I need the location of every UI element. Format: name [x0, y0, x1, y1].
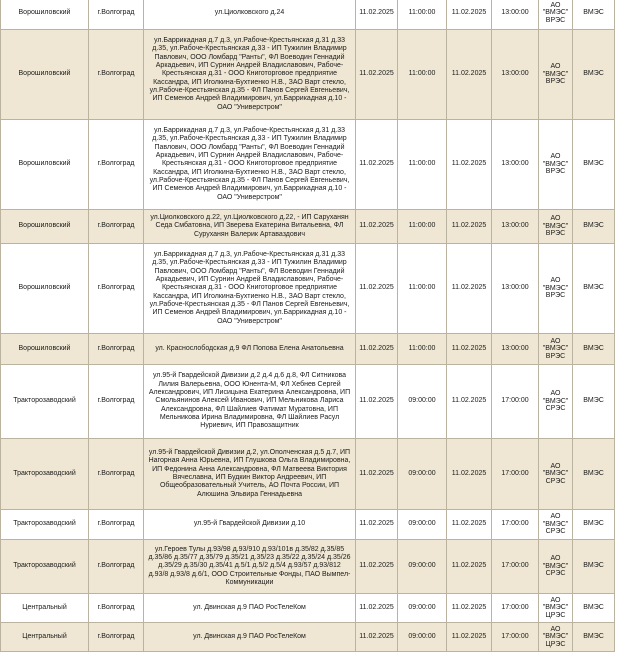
table-row [1, 365, 615, 439]
city-cell: г.Волгоград [89, 210, 144, 244]
table-row [1, 210, 615, 244]
grid-org-cell: АО "ВМЭС" СРЭС [539, 439, 573, 510]
service-cell: ВМЭС [573, 594, 615, 623]
start-date-cell: 11.02.2025 [356, 365, 398, 439]
district-cell: Ворошиловский [1, 244, 89, 334]
city-cell: г.Волгоград [89, 334, 144, 365]
table-row [1, 594, 615, 623]
end-date-cell: 11.02.2025 [447, 30, 492, 120]
city-cell: г.Волгоград [89, 244, 144, 334]
address-cell: ул.Баррикадная д.7 д.3, ул.Рабоче-Крестьянская д.31 д.33 д.35, ул.Рабоче-Крестьянская д.33 - ИП Тужилин Владимир Павлович, ООО Ломбард "Ранты", ФЛ Воеводин Геннадий Аркадьевич, ИП Сурнин Андрей Владиславович, Рабоче-Крестьянская д.31 - ООО Книготорговое предприятие Кассандра, ИП Иголкина-Бухтиенко Н.В., ЗАО Варт стекло, ул.Рабоче-Крестьянская д.35 - ФЛ Панов Сергей Евгеньевич, ИП Семенов Андрей Владимирович, ул.Баррикадная д.10 - ОАО "Универстром" [144, 120, 356, 210]
start-time-cell: 09:00:00 [398, 623, 447, 652]
grid-org-cell: АО "ВМЭС" СРЭС [539, 540, 573, 594]
end-time-cell: 13:00:00 [492, 0, 539, 30]
city-cell: г.Волгоград [89, 594, 144, 623]
address-cell: ул. Краснослободская д.9 ФЛ Попова Елена Анатольевна [144, 334, 356, 365]
district-cell: Тракторозаводский [1, 365, 89, 439]
start-time-cell: 09:00:00 [398, 594, 447, 623]
start-time-cell: 09:00:00 [398, 439, 447, 510]
address-cell: ул.Баррикадная д.7 д.3, ул.Рабоче-Крестьянская д.31 д.33 д.35, ул.Рабоче-Крестьянская д.33 - ИП Тужилин Владимир Павлович, ООО Ломбард "Ранты", ФЛ Воеводин Геннадий Аркадьевич, ИП Сурнин Андрей Владиславович, Рабоче-Крестьянская д.31 - ООО Книготорговое предприятие Кассандра, ИП Иголкина-Бухтиенко Н.В., ЗАО Варт стекло, ул.Рабоче-Крестьянская д.35 - ФЛ Панов Сергей Евгеньевич, ИП Семенов Андрей Владимирович, ул.Баррикадная д.10 - ОАО "Универстром" [144, 244, 356, 334]
service-cell: ВМЭС [573, 0, 615, 30]
city-cell: г.Волгоград [89, 120, 144, 210]
service-cell: ВМЭС [573, 334, 615, 365]
start-date-cell: 11.02.2025 [356, 540, 398, 594]
end-date-cell: 11.02.2025 [447, 594, 492, 623]
table-row [1, 623, 615, 652]
address-cell: ул.95-й Гвардейской Дивизии д.10 [144, 510, 356, 540]
service-cell: ВМЭС [573, 623, 615, 652]
grid-org-cell: АО "ВМЭС" ЦРЭС [539, 594, 573, 623]
end-date-cell: 11.02.2025 [447, 120, 492, 210]
district-cell: Тракторозаводский [1, 540, 89, 594]
service-cell: ВМЭС [573, 120, 615, 210]
grid-org-cell: АО "ВМЭС" СРЭС [539, 365, 573, 439]
start-date-cell: 11.02.2025 [356, 244, 398, 334]
grid-org-cell: АО "ВМЭС" ВРЭС [539, 0, 573, 30]
start-date-cell: 11.02.2025 [356, 120, 398, 210]
table-row [1, 0, 615, 30]
service-cell: ВМЭС [573, 439, 615, 510]
end-date-cell: 11.02.2025 [447, 439, 492, 510]
end-time-cell: 17:00:00 [492, 623, 539, 652]
start-time-cell: 11:00:00 [398, 30, 447, 120]
table-row [1, 334, 615, 365]
start-date-cell: 11.02.2025 [356, 210, 398, 244]
city-cell: г.Волгоград [89, 540, 144, 594]
district-cell: Тракторозаводский [1, 510, 89, 540]
grid-org-cell: АО "ВМЭС" ВРЭС [539, 244, 573, 334]
end-date-cell: 11.02.2025 [447, 365, 492, 439]
grid-org-cell: АО "ВМЭС" ВРЭС [539, 334, 573, 365]
service-cell: ВМЭС [573, 244, 615, 334]
district-cell: Ворошиловский [1, 120, 89, 210]
start-time-cell: 09:00:00 [398, 510, 447, 540]
end-time-cell: 17:00:00 [492, 365, 539, 439]
table-row [1, 510, 615, 540]
start-date-cell: 11.02.2025 [356, 0, 398, 30]
city-cell: г.Волгоград [89, 365, 144, 439]
table-row [1, 244, 615, 334]
end-date-cell: 11.02.2025 [447, 510, 492, 540]
start-date-cell: 11.02.2025 [356, 594, 398, 623]
grid-org-cell: АО "ВМЭС" ВРЭС [539, 210, 573, 244]
district-cell: Центральный [1, 623, 89, 652]
service-cell: ВМЭС [573, 210, 615, 244]
grid-org-cell: АО "ВМЭС" ЦРЭС [539, 623, 573, 652]
start-time-cell: 09:00:00 [398, 540, 447, 594]
end-date-cell: 11.02.2025 [447, 623, 492, 652]
start-time-cell: 11:00:00 [398, 244, 447, 334]
district-cell: Ворошиловский [1, 0, 89, 30]
district-cell: Ворошиловский [1, 30, 89, 120]
district-cell: Ворошиловский [1, 334, 89, 365]
service-cell: ВМЭС [573, 365, 615, 439]
end-time-cell: 13:00:00 [492, 210, 539, 244]
start-time-cell: 11:00:00 [398, 0, 447, 30]
city-cell: г.Волгоград [89, 30, 144, 120]
start-time-cell: 11:00:00 [398, 120, 447, 210]
grid-org-cell: АО "ВМЭС" ВРЭС [539, 120, 573, 210]
address-cell: ул. Двинская д.9 ПАО РосТелеКом [144, 594, 356, 623]
end-date-cell: 11.02.2025 [447, 334, 492, 365]
end-time-cell: 17:00:00 [492, 510, 539, 540]
table-row [1, 120, 615, 210]
address-cell: ул.Циолковского д.24 [144, 0, 356, 30]
district-cell: Ворошиловский [1, 210, 89, 244]
address-cell: ул.95-й Гвардейской Дивизии д.2 д.4 д.6 д.8, ФЛ Ситникова Лилия Валерьевна, ООО Юнента-М, ФЛ Хебнев Сергей Александрович, ИП Лисицына Екатерина Александровна, ИП Смольянинов Алексей Иванович, ИП Мельникова Лариса Александровна, ФЛ Шайлиев Фатимат Муратовна, ИП Мельникова Ирина Владимировна, ФЛ Шайлиев Расул Нуриевич, ИП Правозащитник [144, 365, 356, 439]
address-cell: ул. Двинская д.9 ПАО РосТелеКом [144, 623, 356, 652]
end-time-cell: 13:00:00 [492, 334, 539, 365]
start-time-cell: 09:00:00 [398, 365, 447, 439]
district-cell: Центральный [1, 594, 89, 623]
end-time-cell: 17:00:00 [492, 540, 539, 594]
start-time-cell: 11:00:00 [398, 210, 447, 244]
end-date-cell: 11.02.2025 [447, 0, 492, 30]
table-row [1, 30, 615, 120]
address-cell: ул.Баррикадная д.7 д.3, ул.Рабоче-Крестьянская д.31 д.33 д.35, ул.Рабоче-Крестьянская д.33 - ИП Тужилин Владимир Павлович, ООО Ломбард "Ранты", ФЛ Воеводин Геннадий Аркадьевич, ИП Сурнин Андрей Владиславович, Рабоче-Крестьянская д.31 - ООО Книготорговое предприятие Кассандра, ИП Иголкина-Бухтиенко Н.В., ЗАО Варт стекло, ул.Рабоче-Крестьянская д.35 - ФЛ Панов Сергей Евгеньевич, ИП Семенов Андрей Владимирович, ул.Баррикадная д.10 - ОАО "Универстром" [144, 30, 356, 120]
city-cell: г.Волгоград [89, 510, 144, 540]
address-cell: ул.Циолковского д.22, ул.Циолковского д.22, - ИП Саруханян Седа Смбатовна, ИП Зверева Екатерина Витальевна, ФЛ Суруханян Валерик Артаваздович [144, 210, 356, 244]
start-date-cell: 11.02.2025 [356, 510, 398, 540]
city-cell: г.Волгоград [89, 0, 144, 30]
start-date-cell: 11.02.2025 [356, 439, 398, 510]
city-cell: г.Волгоград [89, 439, 144, 510]
outage-table-body [1, 0, 615, 652]
start-date-cell: 11.02.2025 [356, 30, 398, 120]
end-date-cell: 11.02.2025 [447, 210, 492, 244]
end-time-cell: 17:00:00 [492, 594, 539, 623]
district-cell: Тракторозаводский [1, 439, 89, 510]
service-cell: ВМЭС [573, 30, 615, 120]
service-cell: ВМЭС [573, 540, 615, 594]
end-time-cell: 13:00:00 [492, 244, 539, 334]
start-date-cell: 11.02.2025 [356, 623, 398, 652]
city-cell: г.Волгоград [89, 623, 144, 652]
address-cell: ул.Героев Тулы д.93/98 д.93/910 д.93/101в д.35/82 д.35/85 д.35/86 д.35/77 д.35/79 д.35/21 д.35/23 д.35/22 д.35/24 д.35/26 д.35/29 д.35/30 д.35/41 д.5/1 д.5/2 д.5/4 д.93/57 д.93/812 д.93/8 д.93/8 д.6/1, ООО Строительные Фонды, ПАО Вымпел-Коммуникации [144, 540, 356, 594]
address-cell: ул.95-й Гвардейской Дивизии д.2, ул.Ополченская д.5 д.7, ИП Нагорная Анна Юрьевна, ИП Глушкова Ольга Владимировна, ИП Федонина Анна Александровна, ФЛ Матвеева Виктория Вячеславна, ИП Будкин Виктор Андреевич, ИП Общеобразовательный Учитель, АО Почта России, ИП Алюшина Эльвира Геннадьевна [144, 439, 356, 510]
grid-org-cell: АО "ВМЭС" СРЭС [539, 510, 573, 540]
table-row [1, 439, 615, 510]
end-time-cell: 13:00:00 [492, 120, 539, 210]
start-date-cell: 11.02.2025 [356, 334, 398, 365]
end-time-cell: 17:00:00 [492, 439, 539, 510]
end-date-cell: 11.02.2025 [447, 244, 492, 334]
end-date-cell: 11.02.2025 [447, 540, 492, 594]
service-cell: ВМЭС [573, 510, 615, 540]
start-time-cell: 11:00:00 [398, 334, 447, 365]
end-time-cell: 13:00:00 [492, 30, 539, 120]
table-row [1, 540, 615, 594]
grid-org-cell: АО "ВМЭС" ВРЭС [539, 30, 573, 120]
